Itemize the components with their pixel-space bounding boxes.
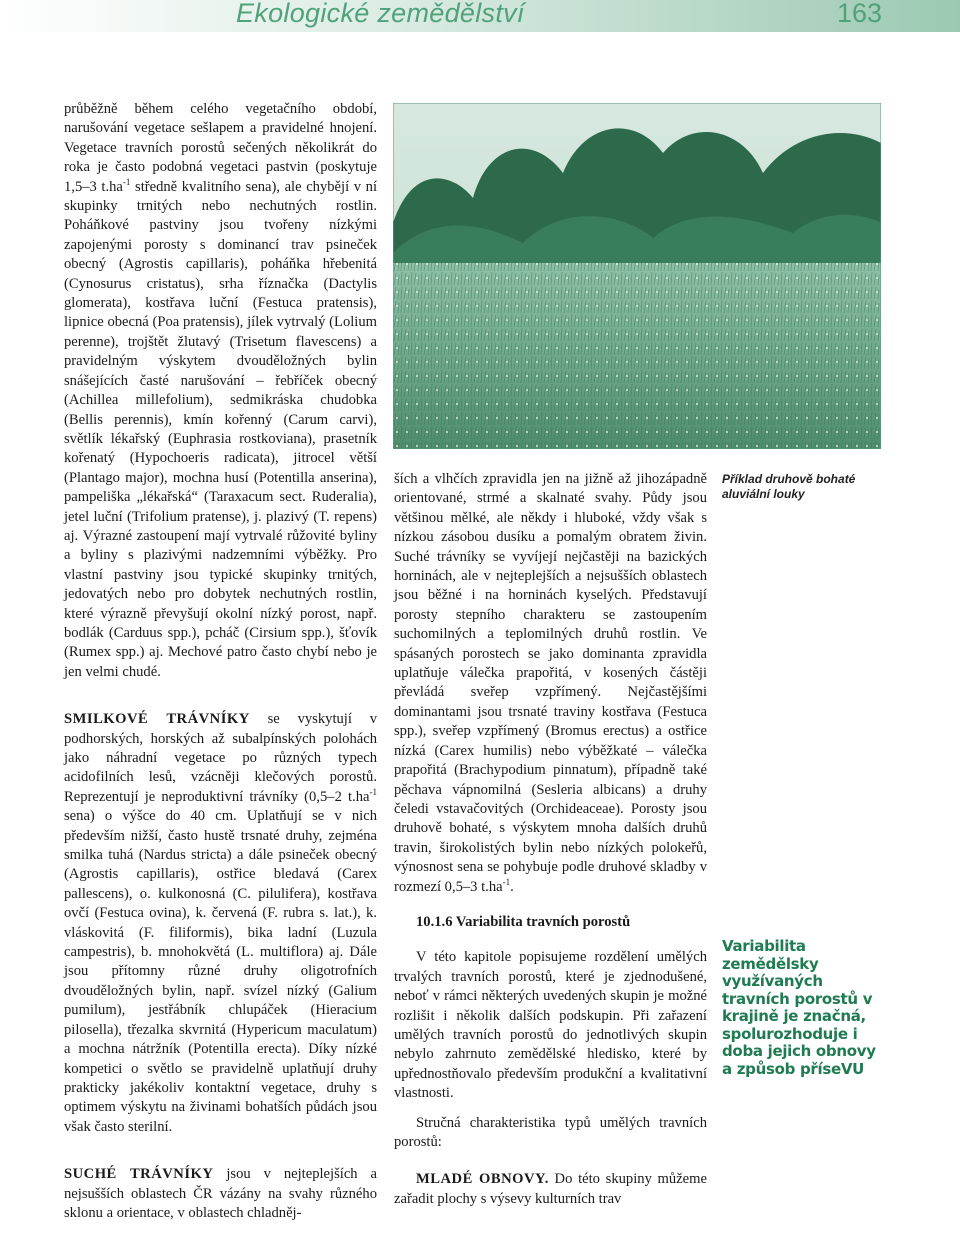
figure-caption: Příklad druhově bohaté aluviální louky — [722, 472, 856, 501]
paragraph-nardus-grasslands: SMILKOVÉ TRÁVNÍKY se vyskytují v podhorských, horských až subalpínských polohách jako náhradní vegetace po různých typech acidofilních lesů, vzácněji klečových porostů. Reprezentují je neproduktivní trávníky (0,5–2 $t.ha^{-1}$ sena) o výšce do 40 cm. Uplatňují se v nich především nižší, často hustě trsnaté druhy, zejména smilka tuhá (Nardus stricta) a dále psineček obecný (Agrostis capillaris), ostřice bledavá (Carex pallescens), o. kulkonosná (C. pilulifera), kostřava ovčí (Festuca ovina), k. červená (F. rubra s. lat.), k. vláskovitá (F. filiformis), bika ladní (Luzula campestris), b. mnohokvětá (L. multiflora) aj. Dále jsou přítomny různé druhy oligotrofních dvouděložných bylin, např. svízel nízký (Galium pumilum), jestřábník chlupáček (Hieracium pilosella), třezalka skvrnitá (Hypericum maculatum) a mochna nátržník (Potentilla erecta). Díky nízké kompetici o světlo se pravidelně uplatňují druhy prakticky jakékoliv kontaktní vegetace, druhy s optimem výskytu na živinami bohatších půdách jsou však často sterilní. — [64, 711, 378, 1135]
middle-column — [394, 470, 707, 1209]
left-column — [64, 100, 377, 1223]
section-heading: 10.1.6 Variabilita travních porostů — [416, 913, 631, 930]
term-smilkove-travniky: SMILKOVÉ TRÁVNÍKY — [64, 711, 250, 728]
paragraph-pastures: průběžně během celého vegetačního období, narušování vegetace sešlapem a pravidelné hnojení. Vegetace travních porostů sečených několikrát do roka je často podobná vegetaci pastvin (poskytuje 1,5–3 $t.ha^{-1}$ středně kvalitního sena), ale chybějí v ní skupinky trnitých nebo nechutných rostlin. Poháňkové pastviny jsou tvořeny nízkými zapojenými porosty s dominancí trav psineček obecný (Agrostis capillaris), poháňka hřebenitá (Cynosurus cristatus), srha říznačka (Dactylis glomerata), kostřava luční (Festuca pratensis), lipnice obecná (Poa pratensis), jílek vytrvalý (Lolium perenne), trojštět žlutavý (Trisetum flavescens) a pravidelným výskytem dvouděložných bylin snášejících časté narušování – řebříček obecný (Achillea millefolium), sedmikráska chudobka (Bellis perennis), kmín kořenný (Carum carvi), světlík lékařský (Euphrasia rostkoviana), prasetník kořenatý (Hypochoeris radicata), jitrocel větší (Plantago major), mochna husí (Potentilla anserina), pampeliška „lékařská“ (Taraxacum sect. Ruderalia), jetel luční (Trifolium pratense), j. plazivý (T. repens) aj. Výrazné zastoupení mají vytrvalé růžovité byliny a byliny s plazivými nadzemními výběžky. Pro vlastní pastviny jsou typické skupinky trnitých, jedovatých nebo pro dobytek nechutných rostlin, které výrazně převyšují okolní nízký porost, např. bodlák (Carduus spp.), pcháč (Cirsium spp.), šťovík (Rumex spp.) aj. Mechové patro často chybí nebo je jen velmi chudé. — [64, 101, 377, 680]
margin-note: Variabilita zemědělsky využívaných travních porostů v krajině je značná, spolurozhoduje i doba jejich obnovy a způsob příseVU — [722, 937, 876, 1078]
paragraph-types-intro: Stručná charakteristika typů umělých travních porostů: — [394, 1114, 707, 1150]
term-suche-travniky: SUCHÉ TRÁVNÍKY — [64, 1166, 214, 1183]
paragraph-dry-grasslands: SUCHÉ TRÁVNÍKY jsou v nejteplejších a nejsušších oblastech ČR vázány na svahy různého sklonu a orientace, v oblastech chladněj- — [64, 1166, 377, 1221]
meadow-photo — [393, 103, 881, 449]
paragraph-dry-grasslands-cont: ších a vlhčích zpravidla jen na jižně až jihozápadně orientované, strmé a skalnaté svahy. Půdy jsou většinou mělké, ale někdy i hluboké, vždy však s nízkou zásobou dusíku a pomalým obratem živin. Suché trávníky se vyvíjejí nejčastěji na bazických horninách, ale v nejteplejších a nejsušších oblastech jsou běžné i na horninách kyselých. Představují porosty stepního charakteru se zastoupením suchomilných a teplomilných druhů rostlin. Ve spásaných porostech se jako dominanta zpravidla uplatňuje válečka prapořitá, v kosených částěji převládá sveřep vzpřímený. Nejčastějšími dominantami jsou trsnaté traviny kostřava (Festuca spp.), sveřep vzpřímený (Bromus erectus) a ostřice nízká (Carex humilis) nebo výběžkaté – válečka prapořitá (Brachypodium pinnatum), případně také pěchava vápnomilná (Sesleria albicans) a druhy čeledi vstavačovitých (Orchideaceae). Porosty jsou druhově bohaté, s výskytem mnoha dalších druhů travin, širokolistých bylin nebo nízkých polokeřů, výnosnost sena se pohybuje podle druhové skladby v rozmezí 0,5–3 $t.ha^{-1}$. — [394, 471, 707, 895]
term-mlade-obnovy: MLADÉ OBNOVY. — [416, 1171, 549, 1188]
running-title: Ekologické zemědělství — [236, 0, 525, 28]
paragraph-young-renewals: MLADÉ OBNOVY. Do této skupiny můžeme zařadit plochy s výsevy kulturních trav — [394, 1171, 707, 1207]
page-number: 163 — [836, 0, 882, 28]
paragraph-variability: V této kapitole popisujeme rozdělení umělých trvalých travních porostů, které je zjednodušené, neboť v rámci některých uvedených skupin je možné rozlišit i několik dalších podskupin. Při zařazení umělých travních porostů do jednotlivých skupin nebylo zahrnuto zemědělské hledisko, které by upřednostňovalo především produkční a kvalitativní vlastnosti. — [394, 949, 707, 1102]
page-header — [0, 0, 960, 32]
